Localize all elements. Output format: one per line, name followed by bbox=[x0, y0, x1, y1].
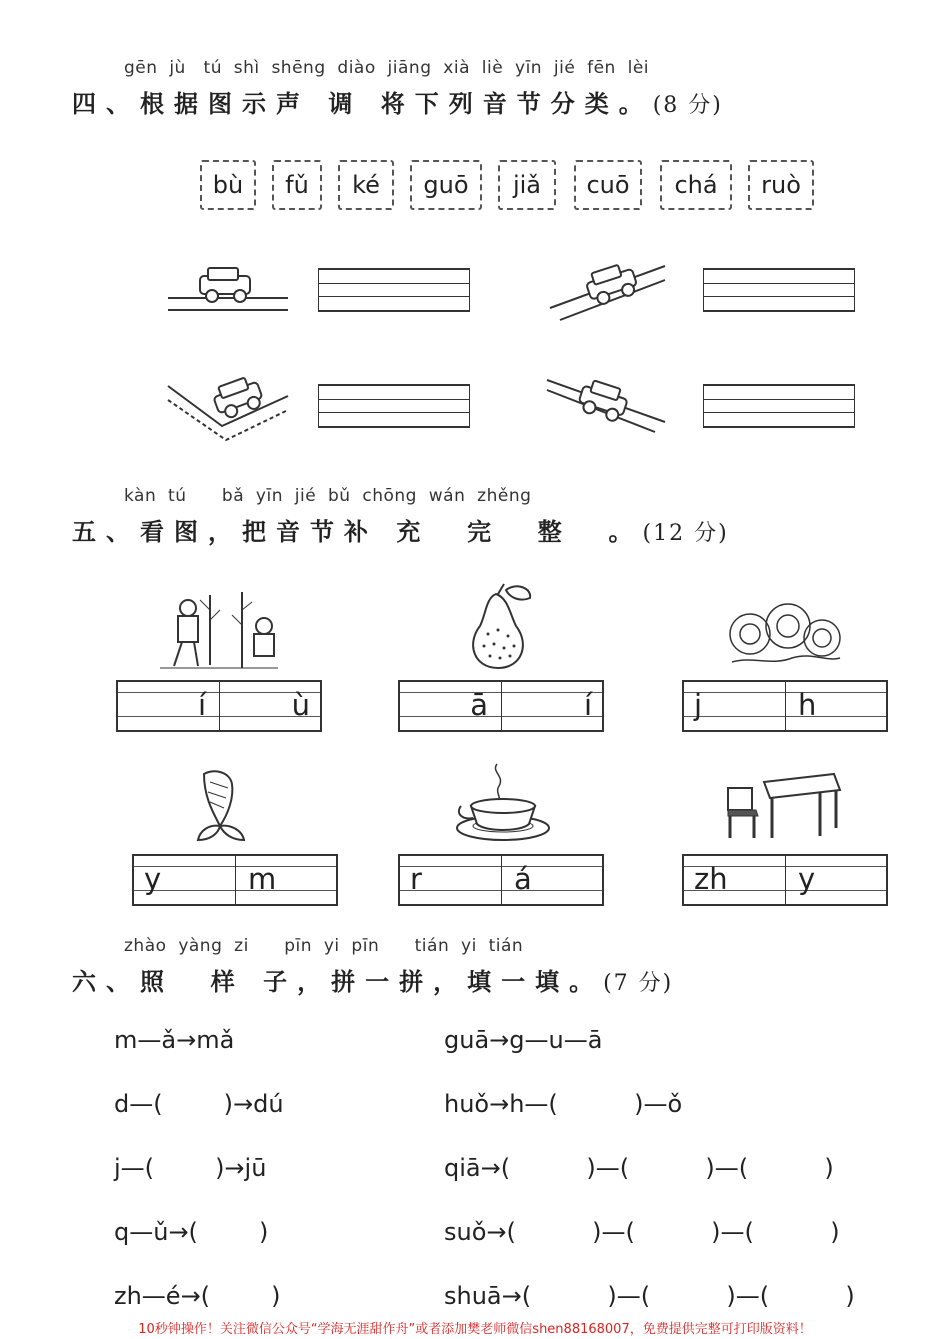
exercise-row-left[interactable]: q—ǔ→( ) bbox=[114, 1218, 269, 1246]
section4-pinyin: gēn jù tú shì shēng diào jiāng xià liè yīn jié fēn lèi bbox=[124, 58, 650, 78]
syllable-card: guō bbox=[410, 160, 482, 210]
section5-title bbox=[72, 512, 729, 547]
grid-right-part: m bbox=[248, 862, 277, 896]
grid-left-part: y bbox=[144, 862, 162, 896]
tree-planting-icon bbox=[160, 590, 280, 670]
syllable-answer-grid[interactable] bbox=[116, 680, 322, 732]
syllable-card: cuō bbox=[574, 160, 642, 210]
exercise-row-left[interactable]: m—ǎ→mǎ bbox=[114, 1026, 235, 1054]
exercise-row-left[interactable]: d—( )→dú bbox=[114, 1090, 284, 1118]
syllable-answer-grid[interactable] bbox=[682, 680, 888, 732]
syllable-card: bù bbox=[200, 160, 256, 210]
chrysanthemum-icon bbox=[722, 600, 842, 670]
answer-grid-tone3[interactable] bbox=[318, 384, 470, 428]
syllable-answer-grid[interactable] bbox=[398, 680, 604, 732]
grid-left-part: j bbox=[694, 688, 703, 722]
section4-title-text: 四、根据图示声 调 将下列音节分类。 bbox=[72, 90, 653, 118]
rising-road-car-icon bbox=[545, 258, 675, 324]
grid-left-part: í bbox=[197, 688, 206, 722]
section5-score: (12 分) bbox=[642, 521, 729, 546]
exercise-row-right[interactable]: huǒ→h—( )—ǒ bbox=[444, 1090, 683, 1118]
table-chair-icon bbox=[724, 768, 842, 840]
section6-title-text: 六、照 样 子，拼一拼，填一填。 bbox=[72, 968, 604, 996]
section6-pinyin: zhào yàng zi pīn yi pīn tián yi tián bbox=[124, 936, 524, 956]
answer-grid-tone4[interactable] bbox=[703, 384, 855, 428]
flat-road-car-icon bbox=[160, 258, 300, 318]
corn-icon bbox=[190, 768, 250, 842]
exercise-row-right[interactable]: guā→g—u—ā bbox=[444, 1026, 603, 1054]
falling-road-car-icon bbox=[545, 370, 675, 440]
exercise-row-right[interactable]: suǒ→( )—( )—( ) bbox=[444, 1218, 840, 1246]
syllable-answer-grid[interactable] bbox=[398, 854, 604, 906]
dip-road-car-icon bbox=[160, 366, 300, 446]
answer-grid-tone1[interactable] bbox=[318, 268, 470, 312]
section4-title bbox=[72, 84, 723, 119]
syllable-card: chá bbox=[660, 160, 732, 210]
section6-title bbox=[72, 962, 673, 997]
exercise-row-right[interactable]: qiā→( )—( )—( ) bbox=[444, 1154, 834, 1182]
syllable-card: ruò bbox=[748, 160, 814, 210]
section6-score: (7 分) bbox=[603, 971, 674, 996]
syllable-answer-grid[interactable] bbox=[132, 854, 338, 906]
section5-pinyin: kàn tú bǎ yīn jié bǔ chōng wán zhěng bbox=[124, 486, 532, 506]
syllable-card: ké bbox=[338, 160, 394, 210]
syllable-card: fǔ bbox=[272, 160, 322, 210]
footer-note: 10秒钟操作！关注微信公众号“学海无涯甜作舟”或者添加樊老师微信shen88168007，免费提供完整可打印版资料！ bbox=[138, 1322, 812, 1337]
section4-score: (8 分) bbox=[652, 93, 723, 118]
answer-grid-tone2[interactable] bbox=[703, 268, 855, 312]
exercise-row-right[interactable]: shuā→( )—( )—( ) bbox=[444, 1282, 855, 1310]
section5-title-text: 五、看图，把音节补 充 完 整 。 bbox=[72, 518, 643, 546]
pear-icon bbox=[460, 584, 540, 674]
syllable-card: jiǎ bbox=[498, 160, 556, 210]
grid-left-part: r bbox=[410, 862, 422, 896]
tea-cup-icon bbox=[455, 762, 551, 844]
grid-right-part: á bbox=[514, 862, 532, 896]
grid-right-part: h bbox=[798, 688, 817, 722]
exercise-row-left[interactable]: j—( )→jū bbox=[114, 1154, 267, 1182]
syllable-answer-grid[interactable] bbox=[682, 854, 888, 906]
grid-right-part: í bbox=[583, 688, 592, 722]
grid-right-part: y bbox=[798, 862, 816, 896]
exercise-row-left[interactable]: zh—é→( ) bbox=[114, 1282, 281, 1310]
grid-left-part: zh bbox=[694, 862, 728, 896]
grid-left-part: ā bbox=[470, 688, 488, 722]
grid-right-part: ù bbox=[291, 688, 310, 722]
